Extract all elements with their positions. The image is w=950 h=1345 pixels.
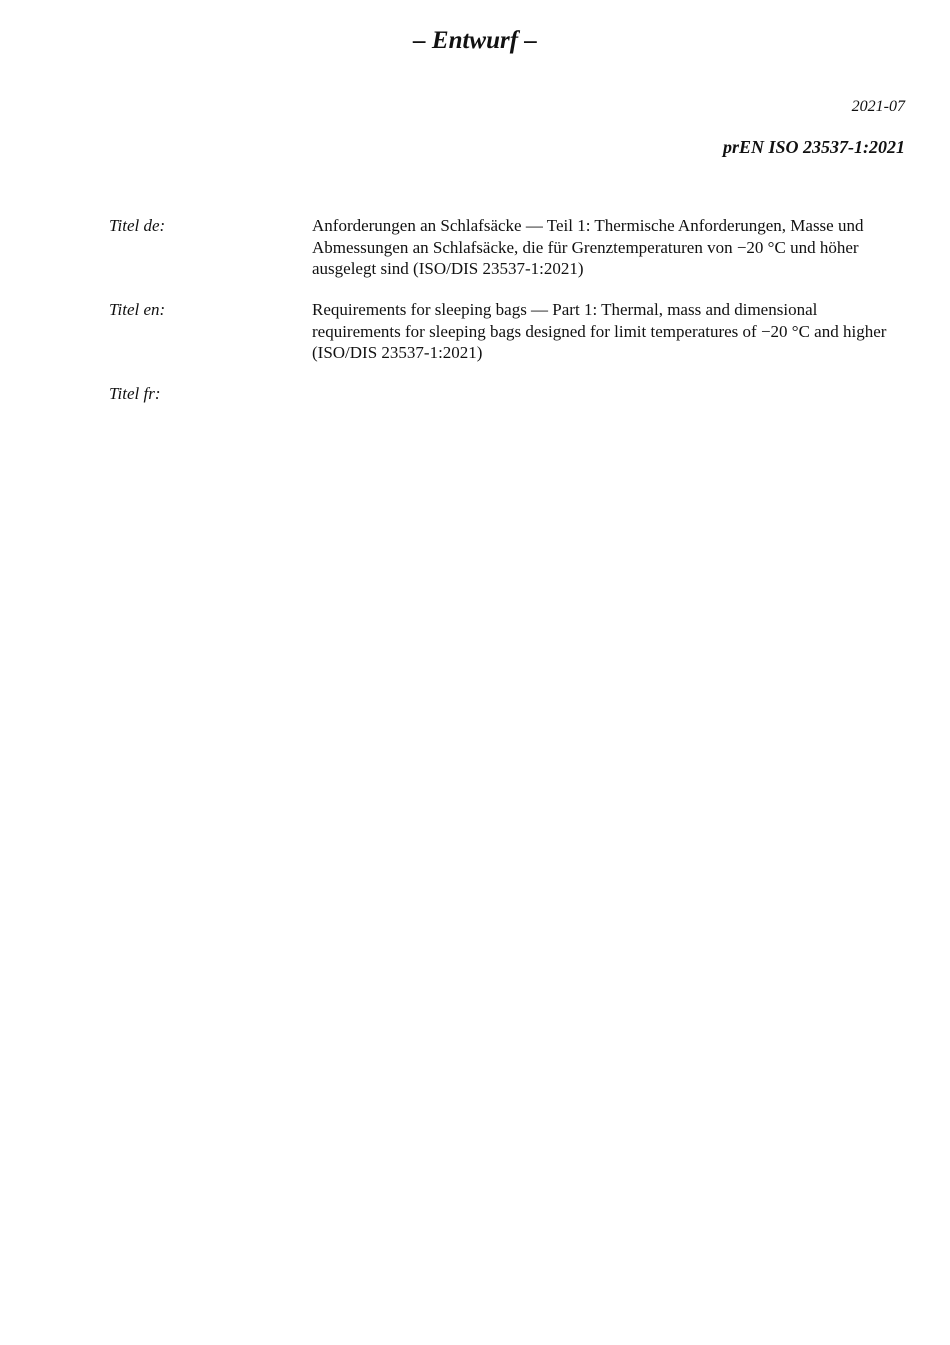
title-text-en: Requirements for sleeping bags — Part 1: Thermal, mass and dimensional requirements for sleeping bags designed for limit temperatures of −20 °C and higher (ISO/DIS 23537-1:2021): [312, 300, 887, 362]
title-text-de: Anforderungen an Schlafsäcke — Teil 1: Thermische Anforderungen, Masse und Abmessungen an Schlafsäcke, die für Grenztemperaturen von −20 °C und höher ausgelegt sind (ISO/DIS 23537-1:2021): [312, 216, 864, 278]
title-row-en: [109, 299, 909, 364]
title-row-fr: [109, 383, 909, 405]
document-date: 2021-07: [851, 98, 905, 115]
title-label-de: Titel de:: [109, 216, 166, 235]
title-label-en: Titel en:: [109, 300, 166, 319]
title-row-de: [109, 215, 909, 280]
document-number: prEN ISO 23537-1:2021: [722, 137, 905, 157]
title-label-fr: Titel fr:: [109, 384, 161, 403]
title-text-fr: [312, 383, 909, 405]
draft-title: – Entwurf –: [413, 27, 537, 54]
